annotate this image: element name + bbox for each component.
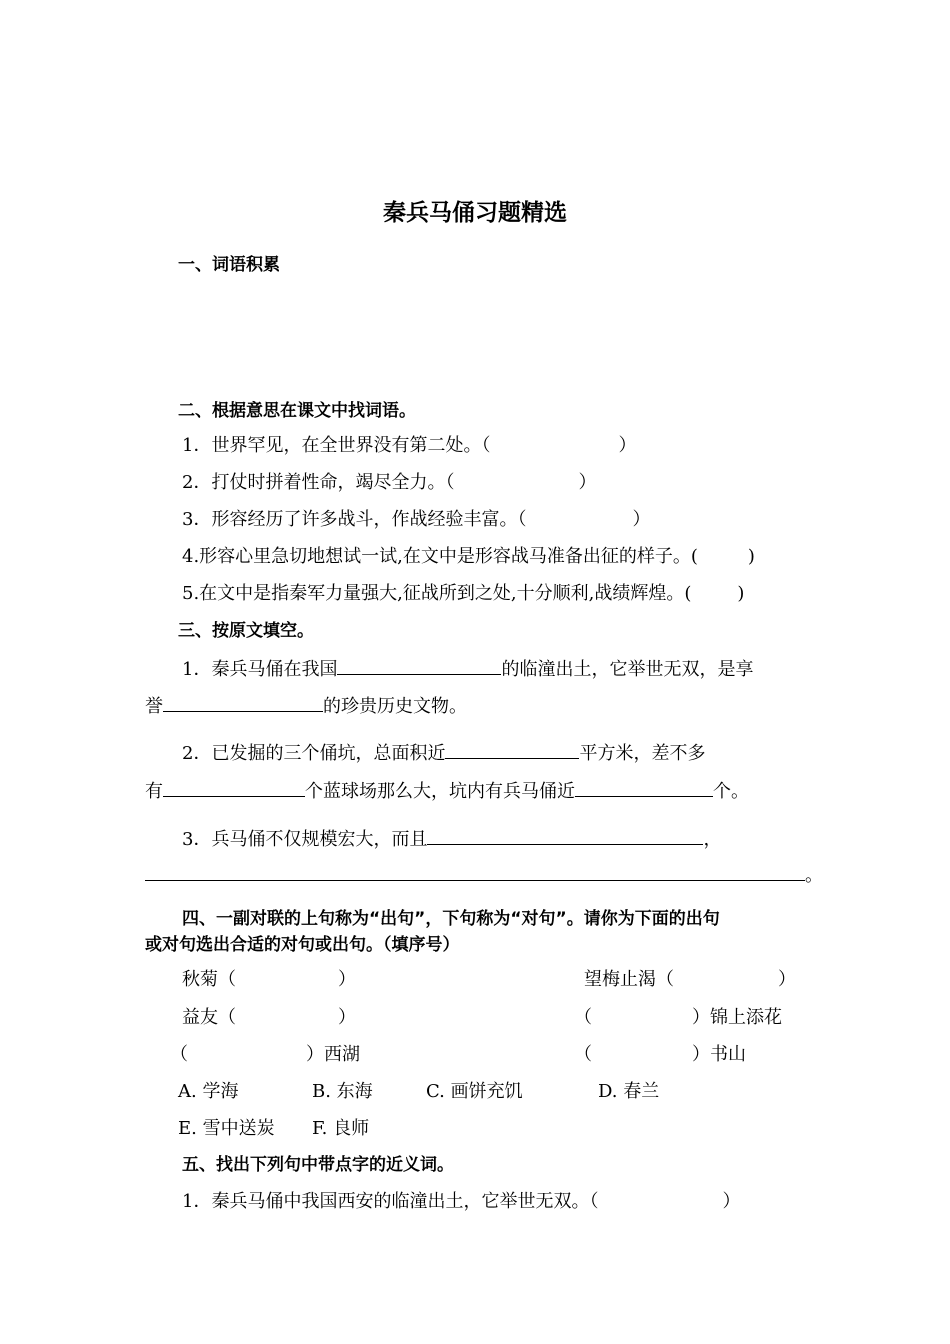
couplet-text: ）书山 [692,1044,746,1065]
question-text: 3．形容经历了许多战斗，作战经验丰富。（ [182,509,527,530]
section-4-heading-cont: 或对句选出合适的对句或出句。（填序号） [145,935,460,955]
fill-text: 个。 [713,781,749,802]
option-d: D. 春兰 [598,1081,660,1102]
couplet-item [574,1044,746,1066]
couplet-item [584,969,796,991]
blank-line[interactable] [163,694,323,712]
blank-line[interactable] [337,657,501,675]
couplet-item [574,1007,782,1029]
option-f: F. 良师 [312,1118,370,1139]
paren-close: ） [778,969,796,990]
question-text: 4.形容心里急切地想试一试,在文中是形容战马准备出征的样子。( [182,546,698,567]
couplet-text: 望梅止渴（ [584,969,674,990]
question-item [182,435,636,457]
paren-close: ） [632,509,651,530]
fill-line [145,694,467,718]
couplet-text: （ [574,1007,592,1028]
paren-close: ） [338,969,356,990]
question-item [182,546,755,568]
question-item [182,583,744,605]
section-4-heading: 四、一副对联的上句称为“出句”，下句称为“对句”。请你为下面的出句 [182,909,720,929]
blank-line[interactable] [427,827,703,845]
fill-text: ， [703,829,722,850]
fill-text: 2．已发掘的三个俑坑，总面积近 [182,743,446,764]
couplet-text: ）西湖 [306,1044,360,1065]
fill-line [145,779,749,803]
couplet-text: ）锦上添花 [692,1007,782,1028]
fill-line [182,741,705,765]
question-item [182,472,596,494]
option-e: E. 雪中送炭 [178,1118,275,1139]
paren-close: ） [722,1191,741,1212]
fill-text: 誉 [145,696,163,717]
option-b: B. 东海 [312,1081,373,1102]
question-text: 5.在文中是指秦军力量强大,征战所到之处,十分顺利,战绩辉煌。( [182,583,692,604]
question-item [182,509,650,531]
section-2-heading: 二、根据意思在课文中找词语。 [178,401,416,421]
couplet-item [170,1044,360,1066]
fill-text: 个蓝球场那么大，坑内有兵马俑近 [305,781,575,802]
option-c: C. 画饼充饥 [426,1081,523,1102]
question-text: 1．世界罕见，在全世界没有第二处。（ [182,435,491,456]
paren-close: ） [618,435,637,456]
section-5-heading: 五、找出下列句中带点字的近义词。 [182,1155,454,1175]
blank-line[interactable] [163,779,305,797]
fill-text: 的珍贵历史文物。 [323,696,467,717]
blank-line[interactable] [445,741,579,759]
paren-close: ） [338,1007,356,1028]
section-3-heading: 三、按原文填空。 [178,621,314,641]
fill-line [182,657,753,681]
couplet-item [182,969,356,991]
page-title: 秦兵马俑习题精选 [383,200,567,226]
paren-close: ） [578,472,597,493]
blank-line[interactable] [575,779,713,797]
section-1-heading: 一、词语积累 [178,255,280,275]
fill-text: 的临潼出土，它举世无双，是享 [501,659,754,680]
fill-text: 。 [805,865,823,886]
paren-close: ) [737,583,745,604]
fill-text: 平方米，差不多 [579,743,706,764]
fill-text: 有 [145,781,163,802]
question-text: 1．秦兵马俑中我国西安的临潼出土，它举世无双。（ [182,1191,599,1212]
blank-line[interactable] [145,863,805,881]
couplet-text: （ [170,1044,188,1065]
paren-close: ) [747,546,755,567]
couplet-text: 益友（ [182,1007,236,1028]
couplet-text: （ [574,1044,592,1065]
couplet-text: 秋菊（ [182,969,236,990]
fill-line [145,863,823,887]
question-text: 2．打仗时拼着性命，竭尽全力。（ [182,472,455,493]
fill-text: 3．兵马俑不仅规模宏大，而且 [182,829,428,850]
fill-text: 1．秦兵马俑在我国 [182,659,338,680]
option-a: A. 学海 [178,1081,239,1102]
fill-line [182,827,721,851]
couplet-item [182,1007,356,1029]
question-item [182,1191,740,1213]
